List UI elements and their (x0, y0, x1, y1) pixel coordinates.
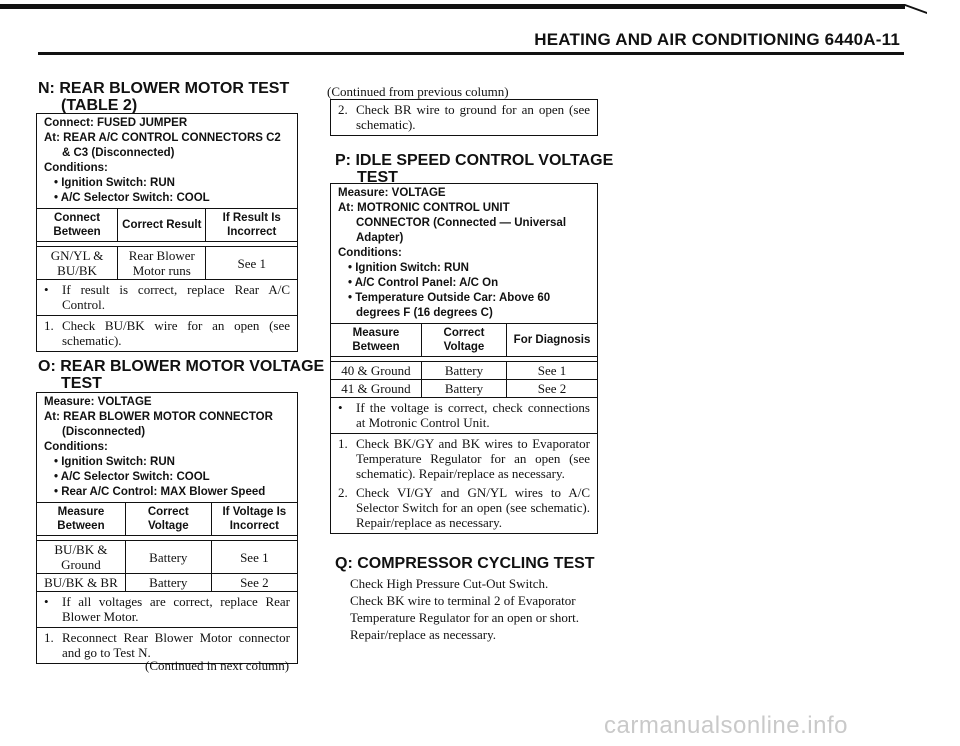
section-o-table (37, 502, 297, 592)
table-cell: BU/BK & Ground (37, 541, 125, 574)
table-row (331, 362, 597, 380)
section-p-title-line2: TEST (357, 169, 398, 186)
section-n-notes (37, 280, 297, 315)
section-n-title (38, 80, 289, 114)
table-cell: See 2 (211, 574, 297, 592)
top-rule-tail (905, 4, 927, 14)
section-o-title-line1: O: REAR BLOWER MOTOR VOLTAGE (38, 358, 325, 375)
condition-line: Adapter) (356, 232, 404, 244)
condition-line: • A/C Selector Switch: COOL (54, 192, 210, 204)
section-o-title (38, 358, 324, 392)
table-cell: GN/YL & BU/BK (37, 247, 118, 280)
table-cell: 40 & Ground (331, 362, 421, 380)
condition-line: • Ignition Switch: RUN (348, 262, 469, 274)
condition-line: • A/C Selector Switch: COOL (54, 471, 210, 483)
table-cell: Battery (421, 380, 506, 398)
table-cell: See 1 (507, 362, 597, 380)
condition-line: At: REAR A/C CONTROL CONNECTORS C2 (44, 132, 281, 144)
section-p-title-line1: P: IDLE SPEED CONTROL VOLTAGE (335, 152, 614, 169)
condition-line: Measure: VOLTAGE (338, 187, 446, 199)
section-o-title-line2: TEST (61, 375, 102, 392)
body-line: Temperature Regulator for an open or short. (350, 610, 580, 625)
bullet-note: • If the voltage is correct, check connections at Motronic Control Unit. (338, 400, 590, 430)
section-q-body (350, 575, 579, 643)
table-header: Measure Between (331, 324, 421, 357)
section-o-conditions (37, 393, 297, 502)
table-cell: See 2 (507, 380, 597, 398)
condition-line: • Temperature Outside Car: Above 60 (348, 292, 551, 304)
numbered-step: 1. Reconnect Rear Blower Motor connector and go to Test N. (44, 630, 290, 660)
continued-box (330, 99, 598, 136)
section-o-box (36, 392, 298, 664)
table-header: Connect Between (37, 209, 118, 242)
section-p-steps (331, 434, 597, 533)
table-cell: 41 & Ground (331, 380, 421, 398)
section-n-conditions (37, 114, 297, 208)
continued-next-column: (Continued in next column) (145, 658, 290, 673)
watermark: carmanualsonline.info (604, 712, 848, 739)
table-header: Correct Voltage (125, 503, 211, 536)
condition-line: (Disconnected) (62, 426, 146, 438)
body-line: Repair/replace as necessary. (350, 627, 497, 642)
table-header: Correct Result (118, 209, 206, 242)
condition-line: At: MOTRONIC CONTROL UNIT (338, 202, 510, 214)
section-n-table (37, 208, 297, 280)
condition-line: degrees F (16 degrees C) (356, 307, 493, 319)
section-p-table (331, 323, 597, 398)
table-row (37, 541, 297, 574)
numbered-step: 2. Check BR wire to ground for an open (see schematic). (338, 102, 590, 132)
body-line: Check BK wire to terminal 2 of Evaporator (350, 593, 576, 608)
table-cell: See 1 (206, 247, 297, 280)
table-row (331, 380, 597, 398)
top-rule (0, 4, 905, 9)
bullet-note: • If result is correct, replace Rear A/C Control. (44, 282, 290, 312)
page-header-title: HEATING AND AIR CONDITIONING 6440A-11 (534, 30, 900, 49)
table-cell: Rear Blower Motor runs (118, 247, 206, 280)
table-cell: Battery (421, 362, 506, 380)
condition-line: • A/C Control Panel: A/C On (348, 277, 499, 289)
condition-line: At: REAR BLOWER MOTOR CONNECTOR (44, 411, 273, 423)
table-cell: Battery (125, 541, 211, 574)
numbered-step: 1. Check BU/BK wire for an open (see schematic). (44, 318, 290, 348)
condition-line: CONNECTOR (Connected — Universal (356, 217, 567, 229)
table-cell: BU/BK & BR (37, 574, 125, 592)
table-header: If Voltage Is Incorrect (211, 503, 297, 536)
section-n-title-line1: N: REAR BLOWER MOTOR TEST (38, 80, 290, 97)
section-q-title: Q: COMPRESSOR CYCLING TEST (335, 555, 595, 572)
table-header: Measure Between (37, 503, 125, 536)
condition-line: Conditions: (338, 247, 402, 259)
section-p-title (335, 152, 613, 186)
condition-line: Measure: VOLTAGE (44, 396, 152, 408)
continued-from-previous: (Continued from previous column) (327, 84, 509, 99)
table-cell: See 1 (211, 541, 297, 574)
section-p-box (330, 183, 598, 534)
table-cell: Battery (125, 574, 211, 592)
numbered-step: 1. Check BK/GY and BK wires to Evaporator Temperature Regulator for an open (see schematic). Repair/replace as necessary. (338, 436, 590, 481)
condition-line: & C3 (Disconnected) (62, 147, 175, 159)
condition-line: Conditions: (44, 441, 108, 453)
table-header: If Result Is Incorrect (206, 209, 297, 242)
section-n-box (36, 113, 298, 352)
condition-line: • Ignition Switch: RUN (54, 177, 175, 189)
table-row (37, 574, 297, 592)
condition-line: • Rear A/C Control: MAX Blower Speed (54, 486, 266, 498)
section-n-title-line2: (TABLE 2) (61, 97, 138, 114)
condition-line: Conditions: (44, 162, 108, 174)
table-header: For Diagnosis (507, 324, 597, 357)
section-p-conditions (331, 184, 597, 323)
bullet-note: • If all voltages are correct, replace Rear Blower Motor. (44, 594, 290, 624)
condition-line: • Ignition Switch: RUN (54, 456, 175, 468)
body-line: Check High Pressure Cut-Out Switch. (350, 576, 549, 591)
table-row (37, 247, 297, 280)
condition-line: Connect: FUSED JUMPER (44, 117, 188, 129)
section-p-notes (331, 398, 597, 433)
continued-steps (331, 100, 597, 135)
header-rule (38, 52, 904, 55)
section-n-steps (37, 316, 297, 351)
section-o-notes (37, 592, 297, 627)
table-header: Correct Voltage (421, 324, 506, 357)
numbered-step: 2. Check VI/GY and GN/YL wires to A/C Selector Switch for an open (see schematic). Repair/replace as necessary. (338, 485, 590, 530)
